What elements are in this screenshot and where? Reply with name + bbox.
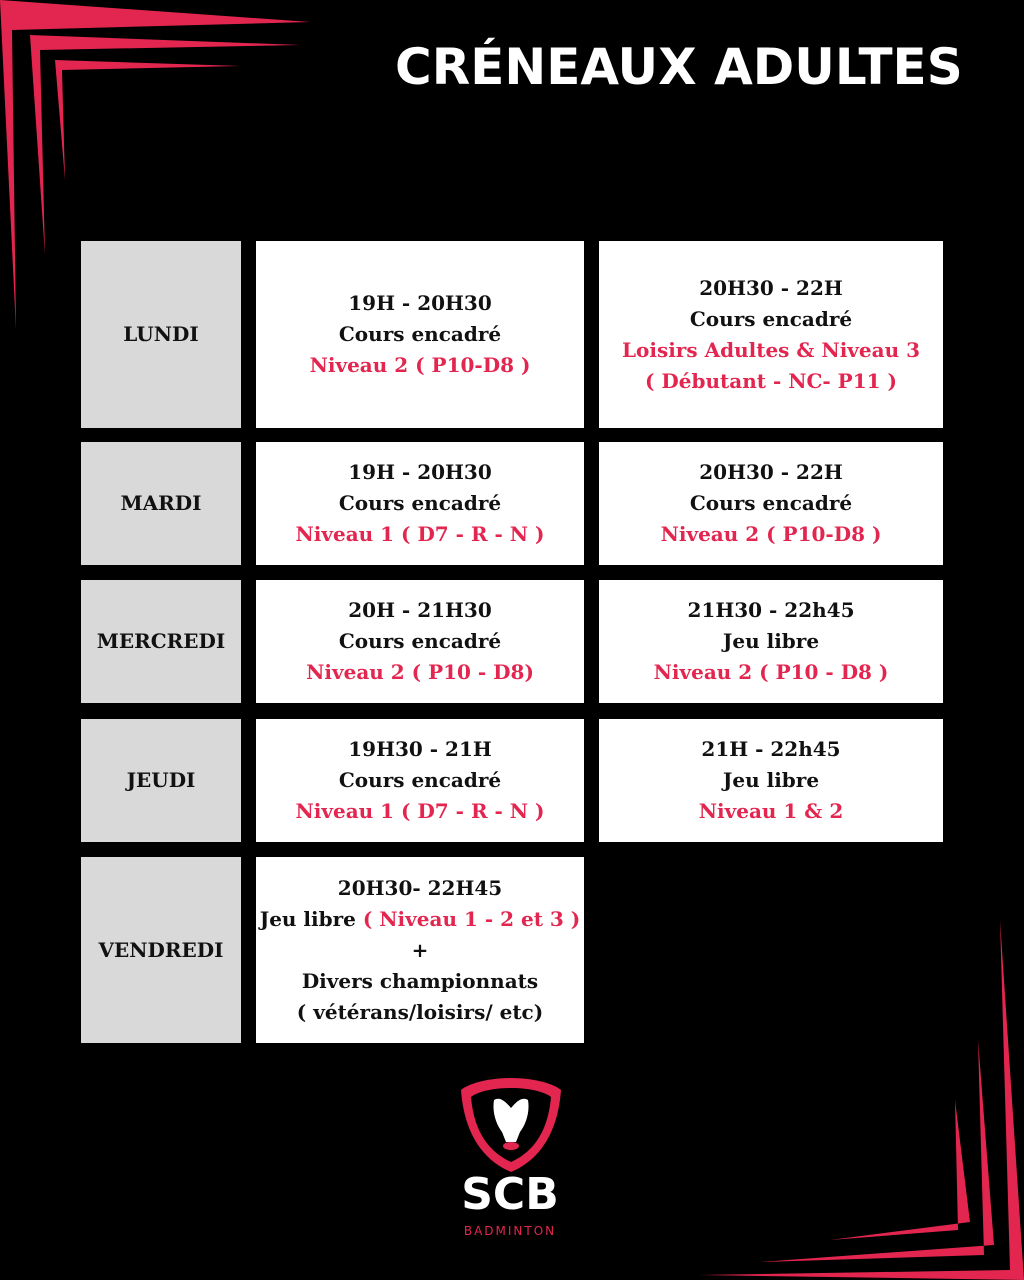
slot-mardi-1	[256, 442, 584, 565]
slot-type: Jeu libre	[722, 629, 820, 653]
slot-time: 20H30- 22H45	[337, 875, 503, 900]
slot-time: 20H30 - 22H	[699, 275, 843, 300]
slot-type: Cours encadré	[689, 306, 853, 331]
day-jeudi: JEUDI	[81, 719, 241, 842]
slot-mercredi-1	[256, 580, 584, 703]
slot-type: Jeu libre	[722, 768, 820, 792]
slot-vendredi-1	[256, 857, 584, 1043]
slot-jeudi-1	[256, 719, 584, 842]
slot-plus: +	[411, 937, 429, 962]
slot-time: 20H30 - 22H	[699, 460, 843, 484]
day-vendredi: VENDREDI	[81, 857, 241, 1043]
slot-lundi-1	[256, 241, 584, 428]
slot-time: 21H30 - 22h45	[687, 598, 855, 622]
slot-mercredi-2	[599, 580, 943, 703]
slot-level: Niveau 1 ( D7 - R - N )	[295, 522, 545, 546]
slot-time: 21H - 22h45	[701, 737, 841, 761]
slot-time: 19H - 20H30	[348, 291, 492, 315]
slot-type: Cours encadré	[338, 768, 502, 792]
slot-type: Cours encadré	[338, 629, 502, 653]
day-lundi: LUNDI	[81, 241, 241, 428]
slot-level: Niveau 1 ( D7 - R - N )	[295, 799, 545, 823]
slot-type: Cours encadré	[338, 322, 502, 346]
logo-subtitle: BADMINTON	[463, 1224, 557, 1238]
slot-level: Loisirs Adultes & Niveau 3	[621, 337, 921, 362]
slot-time: 20H - 21H30	[348, 598, 492, 622]
slot-time: 19H - 20H30	[348, 460, 492, 484]
slot-extra-detail: ( vétérans/loisirs/ etc)	[296, 999, 544, 1024]
slot-type-line	[260, 904, 581, 935]
slot-level: ( Niveau 1 - 2 et 3 )	[362, 906, 581, 931]
slot-level: Niveau 2 ( P10-D8 )	[660, 522, 882, 546]
day-mardi: MARDI	[81, 442, 241, 565]
slot-level-detail: ( Débutant - NC- P11 )	[645, 368, 897, 393]
slot-type: Cours encadré	[338, 491, 502, 515]
slot-level: Niveau 2 ( P10 - D8 )	[653, 660, 889, 684]
slot-type: Cours encadré	[689, 491, 853, 515]
slot-mardi-2	[599, 442, 943, 565]
slot-extra: Divers championnats	[301, 968, 539, 993]
slot-time: 19H30 - 21H	[348, 737, 492, 761]
slot-level: Niveau 1 & 2	[698, 799, 844, 823]
slot-jeudi-2	[599, 719, 943, 842]
slot-level: Niveau 2 ( P10-D8 )	[309, 353, 531, 377]
slot-type: Jeu libre	[259, 906, 356, 931]
page-title: CRÉNEAUX ADULTES	[395, 38, 963, 96]
logo-name: SCB	[461, 1169, 559, 1220]
day-mercredi: MERCREDI	[81, 580, 241, 703]
slot-lundi-2	[599, 241, 943, 428]
slot-level: Niveau 2 ( P10 - D8)	[306, 660, 534, 684]
